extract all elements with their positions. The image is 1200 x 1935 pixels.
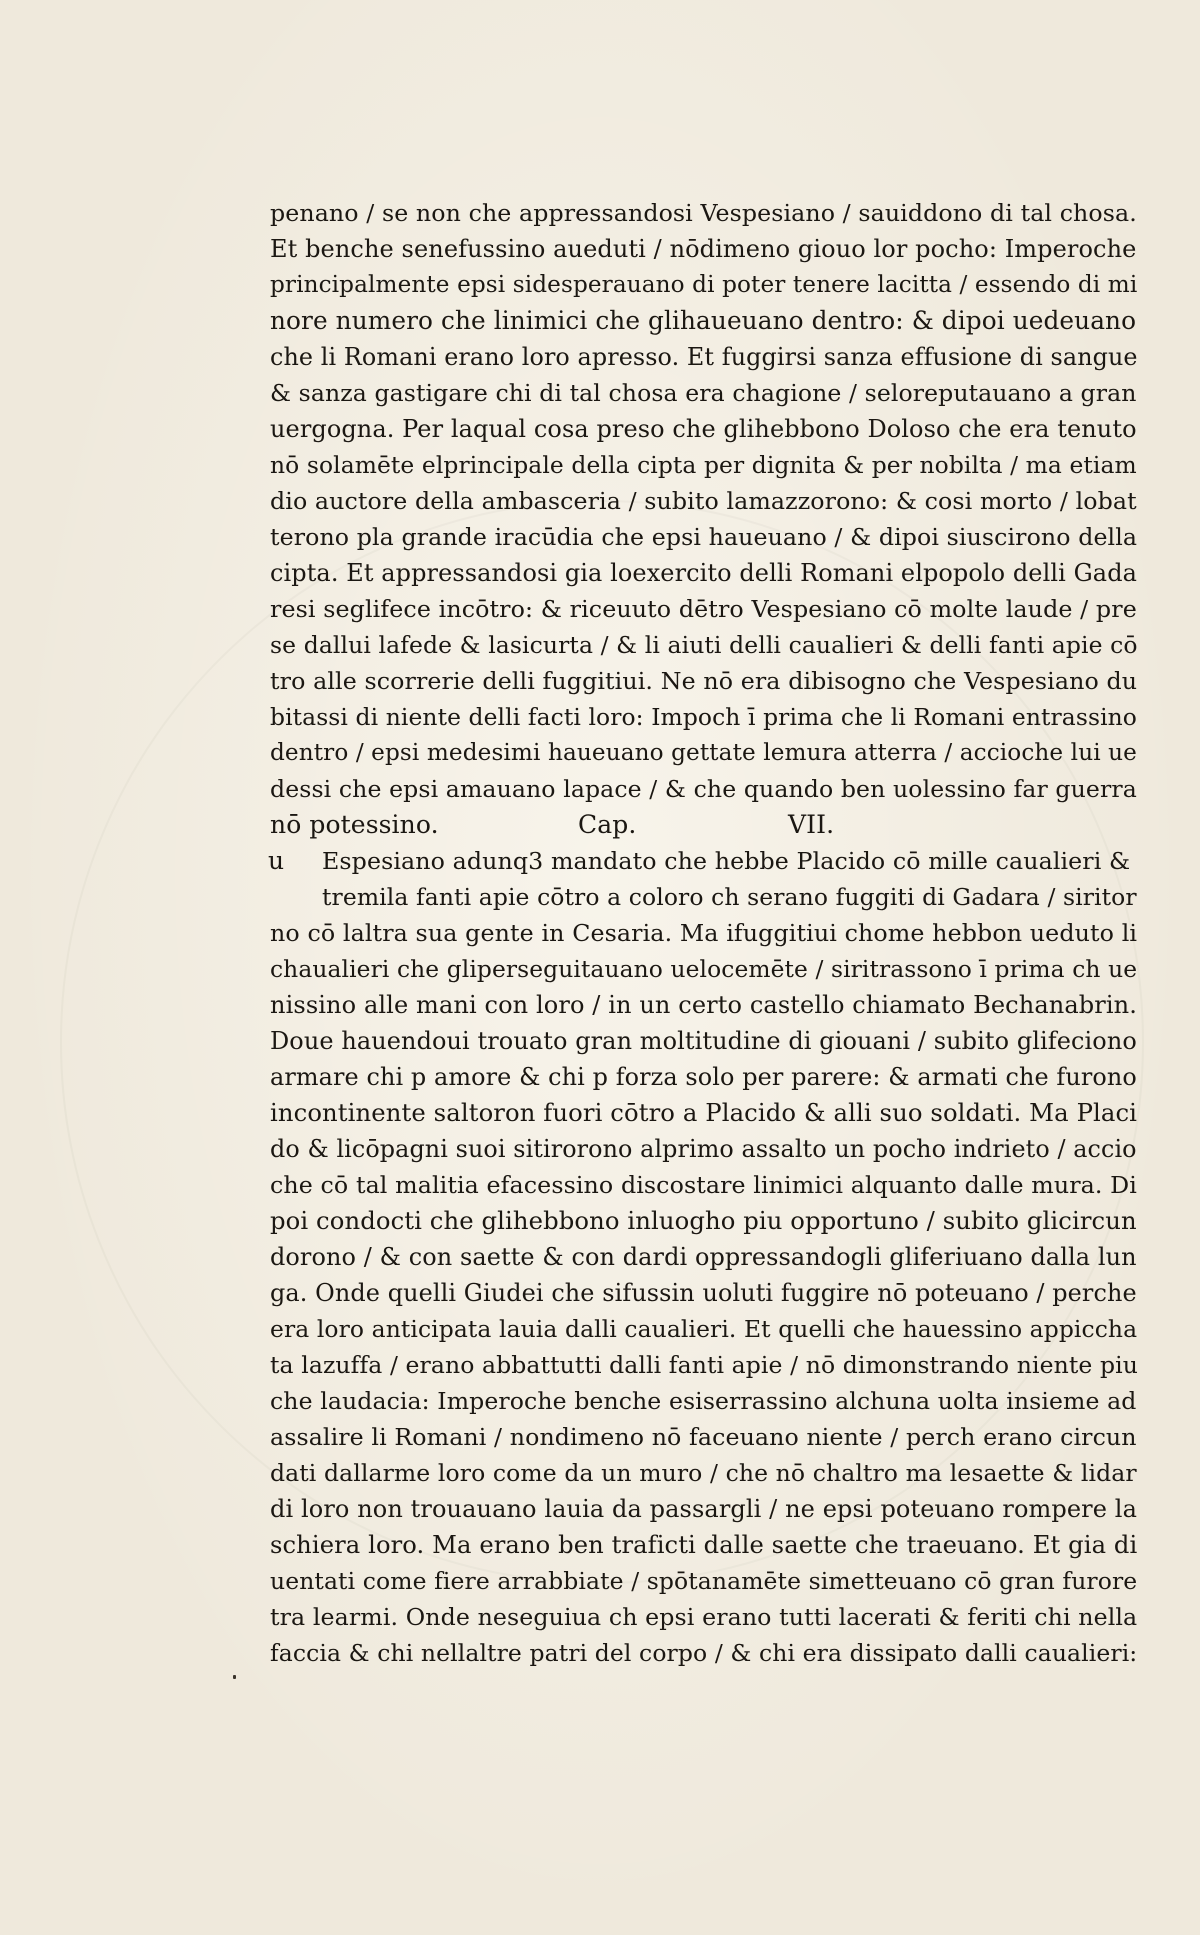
text-line-b8: che cō tal malitia efacessino discostare linimici alquanto dalle mura. Di (270, 1171, 1137, 1199)
chapter-number: VII. (788, 810, 835, 839)
text-line-b18: schiera loro. Ma erano ben trafiсti dalle saette che traeuano. Et gia di (270, 1531, 1138, 1559)
text-line-12: resi seglifece incōtro: & riceuuto dētro Vespesiano cō molte laude / pre (270, 595, 1137, 623)
text-line-7: uergogna. Per laqual cosa preso che glihebbono Doloso che era tenuto (270, 415, 1137, 443)
text-line-b7: do & licōpagni suoi sitirorono alprimo assalto un pocho indrieto / accio (270, 1135, 1137, 1163)
text-line-b12: era loro anticipata lauia dalli caualieri. Et quelli che hauessino appiccha (270, 1315, 1138, 1343)
text-line-2: Et benche senefussino aueduti / nōdimeno giouo lor pocho: Imperoche (270, 235, 1137, 263)
text-line-3: principalmente epsi sidesperauano di poter tenere lacitta / essendo di mi (270, 272, 1138, 298)
ink-speck (233, 1675, 236, 1679)
text-line-b5: armare chi p amore & chi p forza solo per parere: & armati che furono (270, 1063, 1137, 1091)
text-line-b15: assalire li Romani / nondimeno nō faceuano niente / perch erano circun (270, 1423, 1137, 1451)
chapter-first-line: Espesiano adunq3 mandato che hebbe Placido cō mille caualieri & (322, 847, 1131, 875)
text-line-b6: incontinente saltoron fuori cōtro a Placido & alli suo soldati. Ma Placi (270, 1098, 1138, 1127)
text-line-b13: ta lazuffa / erano abbattutti dalli fanti apie / nō dimonstrando niente piu (270, 1351, 1138, 1379)
text-block (270, 195, 1140, 1671)
text-line-b16: dati dallarme loro come da un muro / che nō chaltro ma lesaette & lidar (270, 1459, 1137, 1487)
text-line-4: nore numero che linimici che glihaueuano dentro: & dipoi uedeuano (270, 306, 1137, 335)
text-line-9: dio auctore della ambasceria / subito lamazzorono: & cosi morto / lobat (270, 487, 1137, 515)
text-line-5: che li Romani erano loro apresso. Et fuggirsi sanza effusione di sangue (270, 343, 1138, 371)
text-line-10: terono pla grande iracūdia che epsi haueuano / & dipoi siuscirono della (270, 523, 1138, 551)
guide-letter: u (268, 846, 285, 875)
chapter-closing-text: nō potessino. (270, 810, 439, 839)
text-line-15: bitassi di niente delli facti loro: Impoch ī prima che li Romani entrassino (270, 703, 1137, 731)
text-line-1: penano / se non che appressandosi Vespesiano / sauiddono di tal chosa. (270, 199, 1137, 227)
text-line-b19: uentati come fiere arrabbiate / spōtanamēte simetteuano cō gran furore (270, 1567, 1138, 1595)
text-line-b3: nissino alle mani con loro / in un certo castello chiamato Bechanabrin. (270, 991, 1138, 1019)
chapter-opening-line (270, 843, 1140, 879)
text-line-16: dentro / epsi medesimi haueuano gettate lemura atterra / accioche lui ue (270, 740, 1137, 766)
text-line-b11: ga. Onde quelli Giudei che sifussin uoluti fuggire nō poteuano / perche (270, 1279, 1137, 1307)
text-line-b21: faccia & chi nellaltre patri del corpo / & chi era dissipato dalli caualieri: (270, 1639, 1138, 1667)
text-line-11: cipta. Et appressandosi gia loexercito delli Romani elpopolo delli Gada (270, 559, 1138, 587)
text-line-b10: dorono / & con saette & con dardi oppressandogli gliferiuano dalla lun (270, 1243, 1137, 1271)
chapter-indented-line: tremila fanti apie cōtro a coloro ch serano fuggiti di Gadara / siritor (322, 883, 1137, 911)
text-line-b9: poi condocti che glihebbono inluogho piu opportuno / subito glicircun (270, 1206, 1137, 1235)
text-line-6: & sanza gastigare chi di tal chosa era chagione / seloreputauano a gran (270, 379, 1137, 407)
chapter-heading-line (270, 807, 1140, 843)
text-line-b4: Doue hauendoui trouato gran moltitudine di giouani / subito glifeciono (270, 1027, 1137, 1055)
text-line-b14: che laudacia: Imperoche benche esiserrassino alchuna uolta insieme ad (270, 1387, 1137, 1415)
text-line-b20: tra learmi. Onde neseguiua ch epsi erano tutti lacerati & feriti chi nella (270, 1603, 1138, 1631)
text-line-b17: di loro non trouauano lauia da passargli / ne epsi poteuano rompere la (270, 1495, 1138, 1523)
text-line-14: tro alle scorrerie delli fuggitiui. Ne nō era dibisogno che Vespesiano du (270, 667, 1138, 695)
text-line-17: dessi che epsi amauano lapace / & che quando ben uolessino far guerra (270, 775, 1137, 803)
text-line-13: se dallui lafede & lasicurta / & li aiuti delli caualieri & delli fanti apie cō (270, 631, 1138, 659)
text-line-b1: no cō laltra sua gente in Cesaria. Ma ifuggitiui chome hebbon ueduto li (270, 919, 1138, 947)
chapter-label: Cap. (578, 810, 637, 839)
text-line-b2: chaualieri che gliperseguitauano uelocemēte / siritrassono ī prima ch ue (270, 955, 1138, 983)
text-line-8: nō solamēte elprincipale della cipta per dignita & per nobilta / ma etiam (270, 451, 1137, 479)
